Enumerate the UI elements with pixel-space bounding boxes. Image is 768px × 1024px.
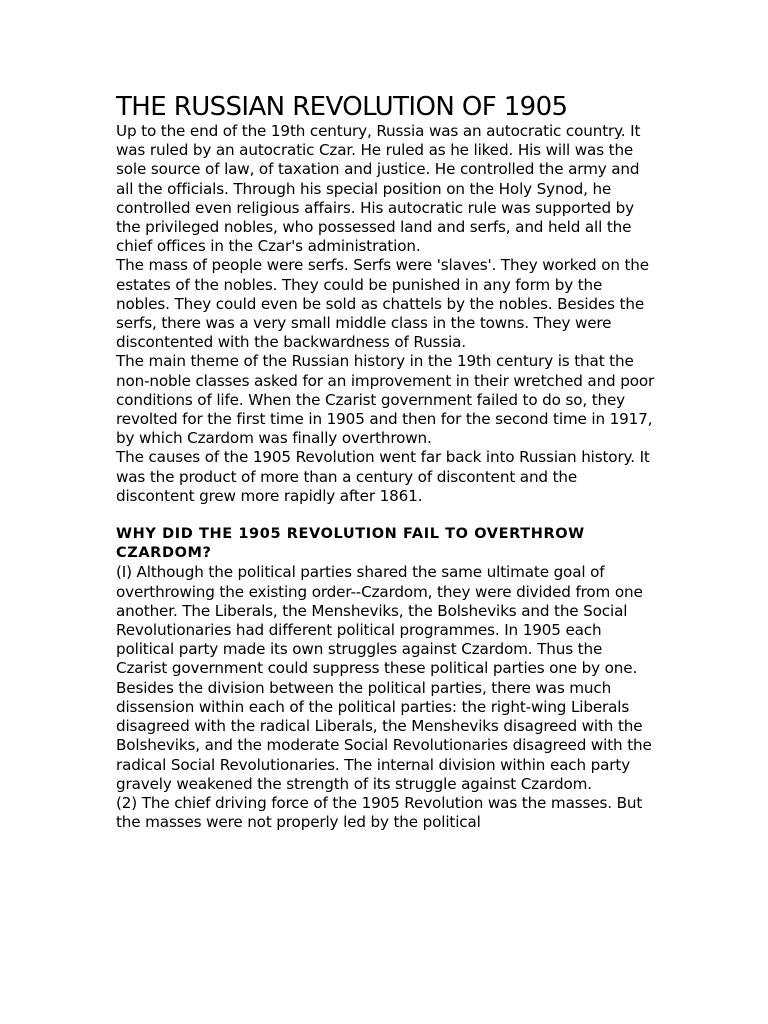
section-heading: WHY DID THE 1905 REVOLUTION FAIL TO OVERTHROW CZARDOM? xyxy=(116,526,585,562)
section-paragraph-division: (I) Although the political parties shared the same ultimate goal of overthrowing the existing order--Czardom, they were divided from one another. The Liberals, the Mensheviks, the Bolsheviks and the Social Revolutionaries had different political programmes. In 1905 each political party made its own struggles against Czardom. Thus the Czarist government could suppress these political parties one by one. Besides the division between the political parties, there was much dissension within each of the political parties: the right-wing Liberals disagreed with the radical Liberals, the Mensheviks disagreed with the Bolsheviks, and the moderate Social Revolutionaries disagreed with the radical Social Revolutionaries. The internal division within each party gravely weakened the strength of its struggle against Czardom. xyxy=(116,563,652,793)
intro-paragraph-main-theme: The main theme of the Russian history in the 19th century is that the non-noble classes asked for an improvement in their wretched and poor conditions of life. When the Czarist government failed to do so, they revolted for the first time in 1905 and then for the second time in 1917, by which Czardom was finally overthrown. xyxy=(116,352,655,448)
document-title: THE RUSSIAN REVOLUTION OF 1905 xyxy=(116,92,568,122)
document-page xyxy=(116,92,656,832)
intro-paragraph-causes: The causes of the 1905 Revolution went far back into Russian history. It was the product of more than a century of discontent and the discontent grew more rapidly after 1861. xyxy=(116,448,650,505)
intro-paragraph-autocracy: Up to the end of the 19th century, Russia was an autocratic country. It was ruled by an autocratic Czar. He ruled as he liked. His will was the sole source of law, of taxation and justice. He controlled the army and all the officials. Through his special position on the Holy Synod, he controlled even religious affairs. His autocratic rule was supported by the privileged nobles, who possessed land and serfs, and held all the chief offices in the Czar's administration. xyxy=(116,122,641,256)
section-paragraph-masses: (2) The chief driving force of the 1905 Revolution was the masses. But the masses were not properly led by the political xyxy=(116,793,643,832)
intro-paragraph-serfs: The mass of people were serfs. Serfs were 'slaves'. They worked on the estates of the nobles. They could be punished in any form by the nobles. They could even be sold as chattels by the nobles. Besides the serfs, there was a very small middle class in the towns. They were discontented with the backwardness of Russia. xyxy=(116,256,649,352)
